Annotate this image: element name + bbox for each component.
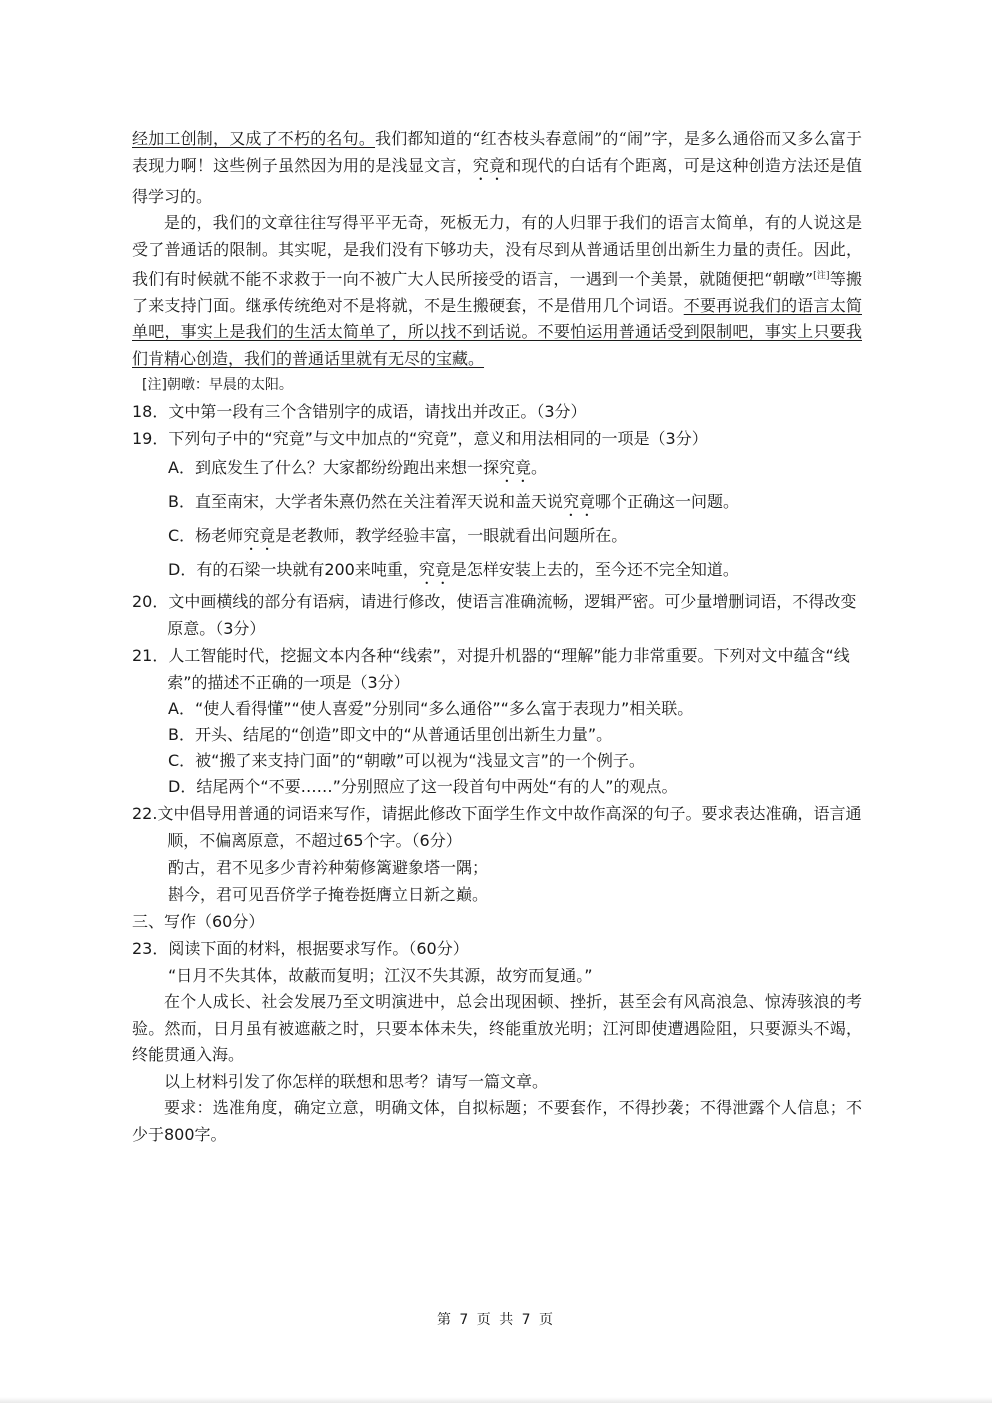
- page-number: 第 7 页 共 7 页: [436, 1312, 556, 1328]
- q23-material: 在个人成长、社会发展乃至文明演进中，总会出现困顿、挫折，甚至会有风高浪急、惊涛骇浪的考验。然而，日月虽有被遮蔽之时，只要本体未失，终能重放光明；江河即使遭遇险阻，只要源头不竭，终能贯通入海。: [132, 992, 862, 1065]
- dotted-word: 究竟: [472, 155, 506, 175]
- passage-paragraph-2: 是的，我们的文章往往写得平平无奇，死板无力，有的人归罪于我们的语言太简单，有的人说这是受了普通话的限制。其实呢，是我们没有下够功夫，没有尽到从普通话里创出新生力量的责任。因此，我们有时候就不能不求救于一向不被广大人民所接受的语言，一遇到一个美景，就随便把“朝暾”[注]等搬了来支持门面。继承传统绝对不是将就，不是生搬硬套，不是借用几个词语。不要再说我们的语言太简单吧，事实上是我们的生活太简单了，所以找不到话说。不要怕运用普通话受到限制吧，事实上只要我们肯精心创造，我们的普通话里就有无尽的宝藏。: [132, 213, 862, 368]
- q23-quote: “日月不失其体，故蔽而复明；江汉不失其源，故穷而复通。”: [168, 966, 593, 986]
- q19-option-d: D．有的石梁一块就有200来吨重，究竟是怎样安装上去的，至今还不完全知道。: [168, 560, 739, 580]
- question-22-stem: 22.文中倡导用普通的词语来写作，请据此修改下面学生作文中故作高深的句子。要求表达准确，语言通顺，不偏离原意，不超过65个字。（6分）: [132, 804, 862, 851]
- note-marker: [注]: [813, 271, 830, 281]
- q23-requirement: 要求：选准角度，确定立意，明确文体，自拟标题；不要套作，不得抄袭；不得泄露个人信息；不少于800字。: [132, 1098, 862, 1144]
- question-19-stem: 19．下列句子中的“究竟”与文中加点的“究竟”，意义和用法相同的一项是（3分）: [132, 429, 708, 449]
- question-20: 20．文中画横线的部分有语病，请进行修改，使语言准确流畅，逻辑严密。可少量增删词语，不得改变原意。（3分）: [132, 592, 857, 639]
- q21-option-b: B．开头、结尾的“创造”即文中的“从普通话里创出新生力量”。: [168, 725, 613, 745]
- question-18: 18．文中第一段有三个含错别字的成语，请找出并改正。（3分）: [132, 402, 587, 422]
- q19-option-b: B．直至南宋，大学者朱熹仍然在关注着浑天说和盖天说究竟哪个正确这一问题。: [168, 492, 740, 512]
- q21-option-c: C．被“搬了来支持门面”的“朝暾”可以视为“浅显文言”的一个例子。: [168, 751, 645, 771]
- page-content: [132, 126, 862, 1148]
- q21-option-a: A．“使人看得懂”“使人喜爱”分别同“多么通俗”“多么富于表现力”相关联。: [168, 699, 694, 719]
- q22-sentence-1: 酌古，君不见多少青衿种菊修篱避象塔一隅；: [168, 858, 489, 878]
- q22-sentence-2: 斟今，君可见吾侪学子掩卷挺膺立日新之巅。: [168, 885, 489, 905]
- underlined-sentence: 经加工创制，又成了不朽的名句。: [132, 129, 376, 148]
- underlined-sentence-2: 不要再说我们的语言太简单吧，事实上是我们的生活太简单了，所以找不到话说。不要怕运用普通话受到限制吧，事实上只要我们肯精心创造，我们的普通话里就有无尽的宝藏。: [132, 295, 862, 368]
- scan-bottom-edge: [0, 1397, 992, 1403]
- question-23-stem: 23．阅读下面的材料，根据要求写作。（60分）: [132, 939, 469, 959]
- passage-paragraph-1: 经加工创制，又成了不朽的名句。我们都知道的“红杏枝头春意闹”的“闹”字，是多么通俗而又多么富于表现力啊！这些例子虽然因为用的是浅显文言，究竟和现代的白话有个距离，可是这种创造方法还是值得学习的。: [132, 129, 862, 206]
- q21-option-d: D．结尾两个“不要……”分别照应了这一段首句中两处“有的人”的观点。: [168, 777, 678, 797]
- section-writing-heading: 三、写作（60分）: [132, 912, 265, 932]
- question-21-stem: 21．人工智能时代，挖掘文本内各种“线索”，对提升机器的“理解”能力非常重要。下列对文中蕴含“线索”的描述不正确的一项是（3分）: [132, 646, 850, 693]
- footnote: [注]朝暾：早晨的太阳。: [142, 377, 293, 394]
- q19-option-c: C．杨老师究竟是老教师，教学经验丰富，一眼就看出问题所在。: [168, 526, 628, 546]
- q23-prompt: 以上材料引发了你怎样的联想和思考？请写一篇文章。: [164, 1071, 549, 1091]
- q19-option-a: A．到底发生了什么？大家都纷纷跑出来想一探究竟。: [168, 458, 547, 478]
